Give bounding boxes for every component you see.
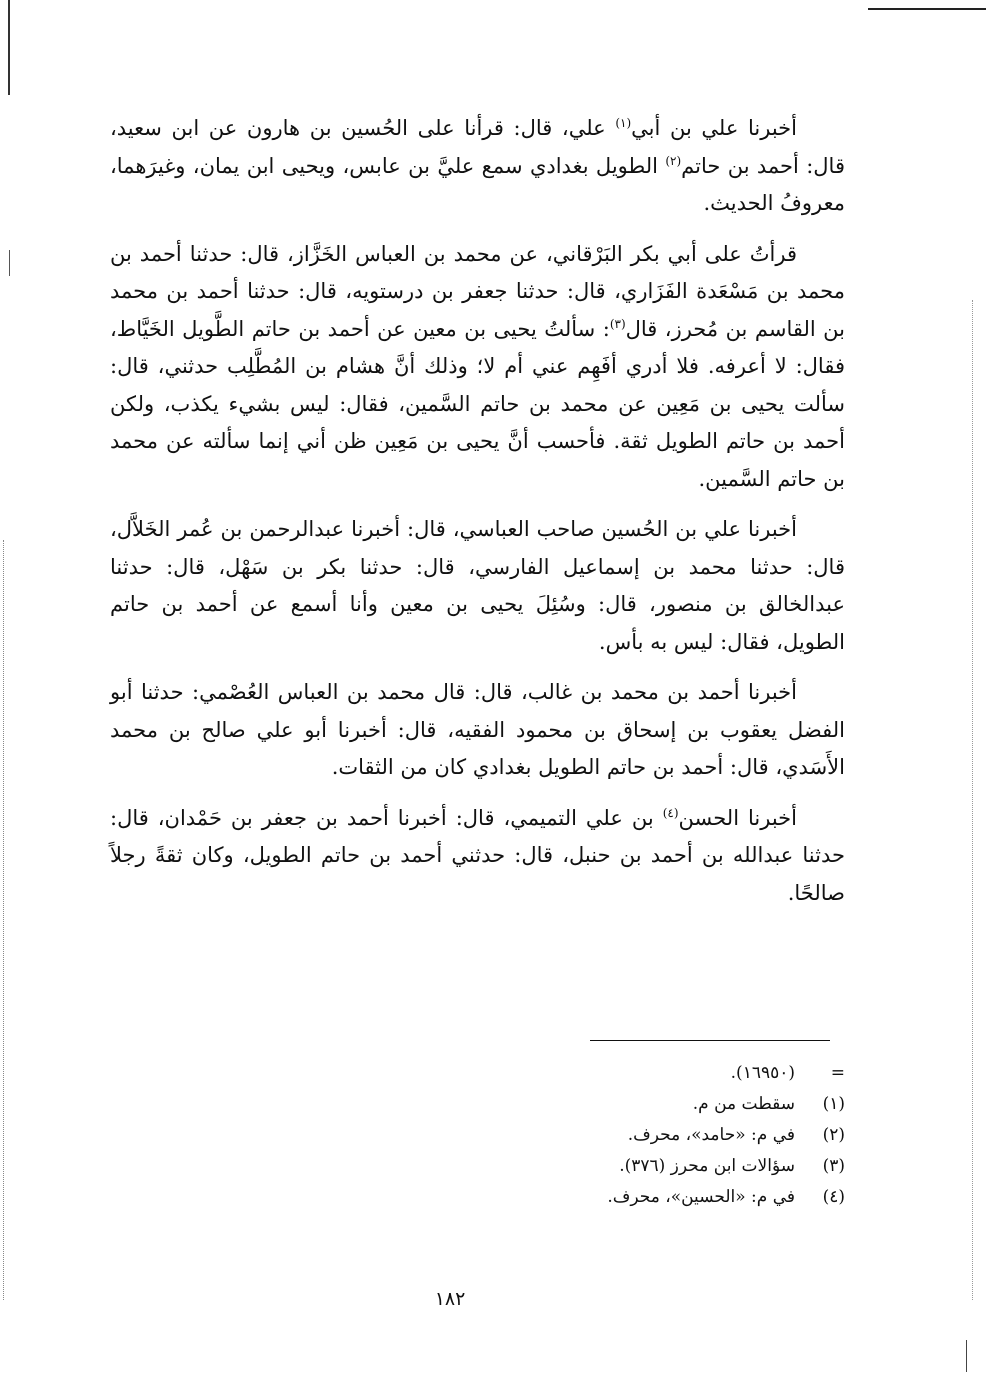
paragraph-text: أخبرنا أحمد بن محمد بن غالب، قال: قال محمد بن العباس العُصْمي: حدثنا أبو الفضل يعقوب بن إسحاق بن محمود الفقيه، قال: أخبرنا أبو علي صالح بن محمد الأَسَدي، قال: أحمد بن حاتم الطويل بغدادي كان من الثقات. — [110, 680, 845, 779]
paragraph-4 — [110, 674, 845, 787]
footnote-item — [380, 1089, 845, 1120]
paragraph-text: بن علي التميمي، قال: أخبرنا أحمد بن جعفر بن حَمْدان، قال: حدثنا عبدالله بن أحمد بن حنبل، قال: حدثني أحمد بن حاتم الطويل، وكان ثقةً رجلاً صالحًا. — [110, 805, 845, 905]
footnote-number: (٣) — [822, 1156, 845, 1176]
page-number: ١٨٢ — [434, 1288, 466, 1310]
scan-edge-dots — [972, 300, 973, 1300]
paragraph-1 — [110, 110, 845, 223]
footnote-separator — [590, 1040, 830, 1041]
scan-edge-line — [8, 0, 10, 95]
footnote-text: سقطت من م. — [692, 1094, 795, 1114]
footnote-item — [380, 1182, 845, 1213]
paragraph-text: الطويل بغدادي سمع عليَّ بن عابس، ويحيى ابن يمان، وغيرَهما، معروفُ الحديث. — [110, 153, 845, 215]
paragraph-3 — [110, 511, 845, 661]
footnote-text: سؤالات ابن محرز (٣٧٦). — [619, 1156, 795, 1176]
paragraph-text: : سألتُ يحيى بن معين عن أحمد بن حاتم الطَّويل الخَيَّاط، فقال: لا أعرفه. فلا أدري أفَهِم عني أم لا؛ وذلك أنَّ هشام بن المُطَّلِب حدثني، قال: سألت يحيى بن مَعِين عن محمد بن حاتم السَّمين، فقال: ليس بشيء يكذب، ولكن أحمد بن حاتم الطويل ثقة. فأحسب أنَّ يحيى بن مَعِين ظن أني إنما سألته عن محمد بن حاتم السَّمين. — [110, 316, 846, 491]
footnote-number: (١) — [822, 1094, 845, 1114]
footnotes — [380, 1058, 845, 1213]
footnote-ref: (١) — [615, 116, 632, 130]
body-text — [110, 110, 845, 925]
scan-edge-line — [868, 8, 986, 10]
footnote-number: = — [830, 1063, 845, 1083]
paragraph-5 — [110, 800, 845, 913]
scan-edge-line — [966, 1340, 967, 1372]
footnote-text: في م: «حامد»، محرف. — [627, 1125, 795, 1145]
paragraph-text: علي، قال: قرأنا على الحُسين بن هارون عن ابن سعيد، قال: أحمد بن حاتم — [110, 116, 845, 178]
footnote-text: (١٦٩٥٠). — [730, 1063, 795, 1083]
paragraph-text: قرأتُ على أبي بكر البَرْقاني، عن محمد بن العباس الخَزَّاز، قال: حدثنا أحمد بن محمد بن مَسْعَدة الفَزَاري، قال: حدثنا جعفر بن درستويه، قال: حدثنا أحمد بن محمد بن القاسم بن مُحرز، قال — [110, 241, 845, 341]
footnote-ref: (٢) — [665, 153, 682, 168]
paragraph-text: أخبرنا علي بن أبي — [631, 116, 797, 140]
paragraph-text: أخبرنا علي بن الحُسين صاحب العباسي، قال: أخبرنا عبدالرحمن بن عُمر الخَلاَّل، قال: حدثنا محمد بن إسماعيل الفارسي، قال: حدثنا بكر بن سَهْل، قال: حدثنا عبدالخالق بن منصور، قال: وسُئِلَ يحيى بن معين وأنا أسمع عن أحمد بن حاتم الطويل، فقال: ليس به بأس. — [110, 517, 845, 654]
footnote-number: (٤) — [822, 1187, 845, 1207]
scan-edge-line — [9, 250, 10, 276]
paragraph-2 — [110, 236, 845, 499]
footnote-number: (٢) — [822, 1125, 845, 1145]
footnote-item — [380, 1058, 845, 1089]
footnote-text: في م: «الحسين»، محرف. — [607, 1187, 795, 1207]
footnote-ref: (٣) — [609, 316, 626, 331]
scan-edge-dots — [3, 540, 4, 1300]
footnote-item — [380, 1151, 845, 1182]
paragraph-text: أخبرنا الحسن — [678, 805, 797, 830]
footnote-item — [380, 1120, 845, 1151]
footnote-ref: (٤) — [662, 805, 679, 820]
